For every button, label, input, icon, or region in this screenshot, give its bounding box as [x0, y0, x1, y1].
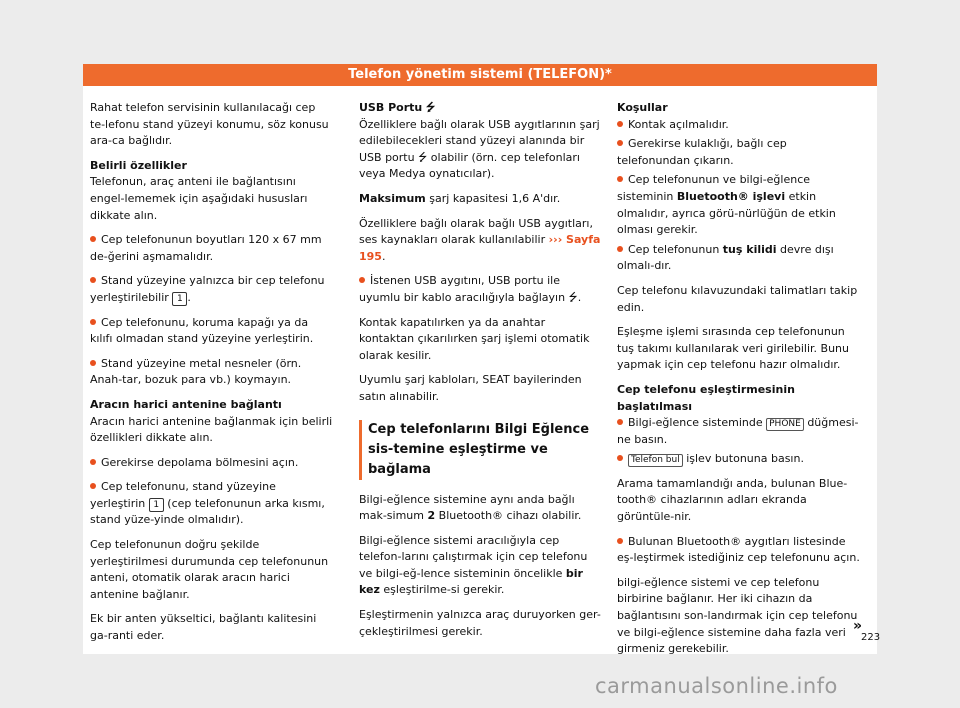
continue-arrow-icon: »	[853, 618, 863, 634]
page-reference-link[interactable]: ››› Sayfa 195	[359, 233, 601, 263]
bullet-icon	[617, 121, 623, 127]
bullet-icon	[617, 140, 623, 146]
bullet-item: Bulunan Bluetooth® aygıtları listesinde eş-leştirmek istediğiniz cep telefonunu açın.	[617, 534, 860, 565]
heading-conditions: Koşullar	[617, 101, 668, 114]
bullet-item: Gerekirse depolama bölmesini açın.	[90, 455, 333, 472]
antenna-result-paragraph: Cep telefonunun doğru şekilde yerleştirilmesi durumunda cep telefonunun anteni, otomatik olarak aracın harici antenine bağlanır.	[90, 538, 329, 601]
column-1	[90, 100, 333, 653]
manual-page	[83, 64, 881, 656]
bullet-item: Cep telefonunun boyutları 120 x 67 mm de-ğerini aşmamalıdır.	[90, 233, 322, 263]
connected-paragraph: bilgi-eğlence sistemi ve cep telefonu birbirine bağlanır. Her iki cihazın da bağlantısını son-landırmak için cep telefonu ve bilgi-eğlence sistemine daha fazla veri girmeniz gerekebilir.	[617, 575, 858, 656]
bullet-icon	[617, 176, 623, 182]
usb-paragraph: Özelliklere bağlı olarak USB aygıtlarının şarj edilebilecekleri stand yüzeyi alanında bir USB portu ⭍ olabilir (örn. cep telefonları veya Medya oynatıcılar).	[359, 117, 600, 181]
bullet-icon	[617, 538, 623, 544]
heading-features: Belirli özellikler	[90, 158, 187, 172]
column-2	[359, 100, 602, 648]
bullet-icon	[617, 455, 623, 461]
bullet-item: Bilgi-eğlence sisteminde PHONE düğmesi-ne basın.	[617, 416, 859, 446]
manual-instructions-paragraph: Cep telefonu kılavuzundaki talimatları takip edin.	[617, 283, 858, 314]
bullet-item: Stand yüzeyine yalnızca bir cep telefonu yerleştirilebilir 1 .	[90, 274, 325, 304]
bullet-item: Cep telefonunun tuş kilidi devre dışı olmalı-dır.	[617, 242, 834, 273]
column-3	[617, 100, 863, 666]
amplifier-paragraph: Ek bir anten yükseltici, bağlantı kalitesini ga-ranti eder.	[90, 612, 317, 643]
bullet-icon	[617, 419, 623, 425]
max-charge-paragraph: Maksimum şarj kapasitesi 1,6 A'dır.	[359, 191, 561, 205]
bullet-icon	[90, 360, 96, 366]
page-number: 223	[861, 632, 881, 643]
usb-icon: ⭍	[418, 150, 428, 164]
heading-usb: USB Portu ⭍	[359, 101, 436, 114]
section-heading-pairing: Cep telefonlarını Bilgi Eğlence sis-temine eşleştirme ve bağlama	[359, 420, 602, 480]
bullet-icon	[617, 246, 623, 252]
page-header: Telefon yönetim sistemi (TELEFON)*	[83, 64, 877, 86]
bullet-item: Cep telefonunu, koruma kapağı ya da kılıfı olmadan stand yüzeyine yerleştirin.	[90, 315, 314, 346]
ignition-paragraph: Kontak kapatılırken ya da anahtar kontaktan çıkarılırken şarj işlemi otomatik olarak kesilir.	[359, 315, 590, 362]
usb-icon: ⭍	[426, 101, 436, 114]
bullet-icon	[90, 483, 96, 489]
bullet-item: Cep telefonunu, stand yüzeyine yerleştirin 1 (cep telefonunun arka kısmı, stand yüze-yinde olmalıdır).	[90, 480, 325, 527]
bullet-icon	[90, 277, 96, 283]
intro-paragraph: Rahat telefon servisinin kullanılacağı cep te-lefonu stand yüzeyi konumu, söz konusu ara-ca bağlıdır.	[90, 101, 329, 148]
bullet-item: Cep telefonunun ve bilgi-eğlence sisteminin Bluetooth® işlevi etkin olmalıdır, ayrıca görü-nürlüğün de etkin olması gerekir.	[617, 173, 836, 237]
figure-ref-badge: 1	[149, 498, 164, 512]
pairing-once-paragraph: Bilgi-eğlence sistemi aracılığıyla cep telefon-larını çalıştırmak için cep telefonu ve bilgi-eğ-lence sisteminin öncelikle bir kez eşleştirilme-si gerekir.	[359, 533, 588, 597]
antenna-paragraph: Aracın harici antenine bağlanmak için belirli özellikleri dikkate alın.	[90, 414, 333, 445]
watermark: carmanualsonline.info	[595, 674, 838, 698]
usb-icon: ⭍	[568, 290, 578, 304]
bullet-item: Gerekirse kulaklığı, bağlı cep telefonundan çıkarın.	[617, 137, 787, 167]
bullet-item: Stand yüzeyine metal nesneler (örn. Anah-tar, bozuk para vb.) koymayın.	[90, 356, 302, 387]
usb-audio-paragraph: Özelliklere bağlı olarak bağlı USB aygıtları, ses kaynakları olarak kullanılabilir ››› Sayfa 195.	[359, 216, 601, 263]
cables-paragraph: Uyumlu şarj kabloları, SEAT bayilerinden satın alınabilir.	[359, 373, 582, 403]
bullet-icon	[90, 236, 96, 242]
bullet-item: Telefon bul işlev butonuna basın.	[617, 451, 860, 468]
keypad-paragraph: Eşleşme işlemi sırasında cep telefonunun tuş takımı kullanılarak veri girilebilir. Bunu yapmak için cep telefonu hazır olmalıdır.	[617, 325, 849, 372]
search-result-paragraph: Arama tamamlandığı anda, bulunan Blue-tooth® cihazlarının adları ekranda görüntüle-nir.	[617, 476, 848, 524]
max-devices-paragraph: Bilgi-eğlence sistemine aynı anda bağlı mak-simum 2 Bluetooth® cihazı olabilir.	[359, 492, 582, 523]
figure-ref-badge: 1	[172, 292, 187, 306]
bullet-item: Kontak açılmalıdır.	[617, 117, 860, 134]
find-phone-key-label: Telefon bul	[628, 454, 683, 467]
heading-start-pairing: Cep telefonu eşleştirmesinin başlatılması	[617, 382, 795, 413]
heading-antenna: Aracın harici antenine bağlantı	[90, 397, 282, 411]
bullet-icon	[90, 319, 96, 325]
features-paragraph: Telefonun, araç anteni ile bağlantısını engel-lememek için aşağıdaki hususları dikkate alın.	[90, 175, 308, 222]
bullet-icon	[359, 277, 365, 283]
pairing-stationary-paragraph: Eşleştirmenin yalnızca araç duruyorken ger-çekleştirilmesi gerekir.	[359, 608, 601, 638]
bullet-item: İstenen USB aygıtını, USB portu ile uyumlu bir kablo aracılığıyla bağlayın ⭍.	[359, 274, 582, 304]
phone-key-label: PHONE	[766, 418, 804, 431]
bullet-icon	[90, 459, 96, 465]
